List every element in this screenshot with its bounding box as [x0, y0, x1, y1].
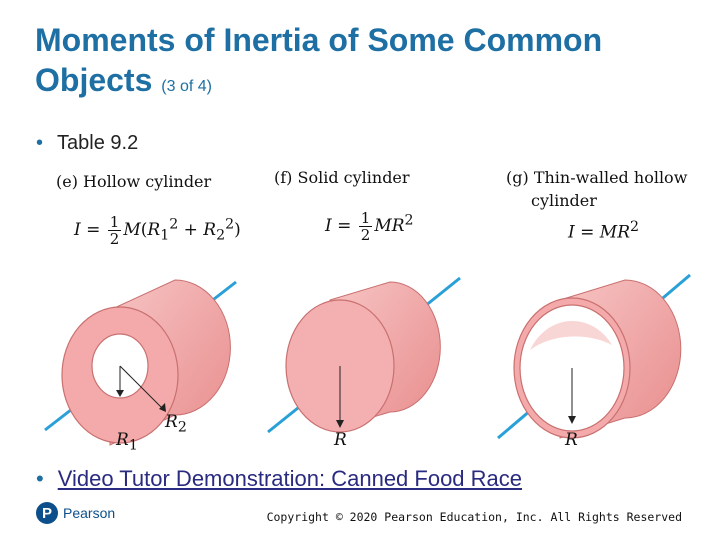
pearson-logo-text: Pearson — [63, 505, 116, 521]
bullet-dot: • — [36, 132, 44, 154]
pearson-logo-icon: P — [36, 502, 58, 524]
video-tutor-link[interactable]: Video Tutor Demonstration: Canned Food Race — [57, 466, 523, 491]
copyright-notice: Copyright © 2020 Pearson Education, Inc. All Rights Reserved — [266, 510, 682, 524]
label-r1: $R_1$ — [116, 430, 138, 454]
label-r2: $R_2$ — [165, 412, 187, 436]
bullet-table-text: Table 9.2 — [57, 132, 139, 154]
title-sub: (3 of 4) — [161, 78, 212, 95]
hollow-cylinder-figure — [45, 280, 236, 445]
label-r-thin: R — [565, 430, 578, 450]
figure-g-label-line1: (g) Thin-walled hollow — [506, 168, 688, 187]
figure-e-label: (e) Hollow cylinder — [56, 172, 212, 191]
formula-thin-walled-cylinder: $I = MR^2$ — [568, 219, 640, 243]
bullet-video — [36, 466, 522, 492]
figure-f-label: (f) Solid cylinder — [274, 168, 410, 187]
label-r-solid: R — [334, 430, 347, 450]
title-main: Moments of Inertia of Some Common Objects — [35, 22, 603, 98]
formula-hollow-cylinder: I = $\frac{1}{2}$ $M(R_1^2 + R_2^2)$ — [74, 213, 241, 248]
formula-solid-cylinder: I = $\frac{1}{2}$ $MR^2$ — [325, 209, 414, 244]
figure-g-label-line2: cylinder — [531, 191, 597, 210]
bullet-dot: • — [36, 466, 44, 491]
pearson-logo — [36, 502, 115, 524]
thin-walled-cylinder-figure — [498, 275, 690, 438]
solid-cylinder-figure — [268, 278, 460, 432]
